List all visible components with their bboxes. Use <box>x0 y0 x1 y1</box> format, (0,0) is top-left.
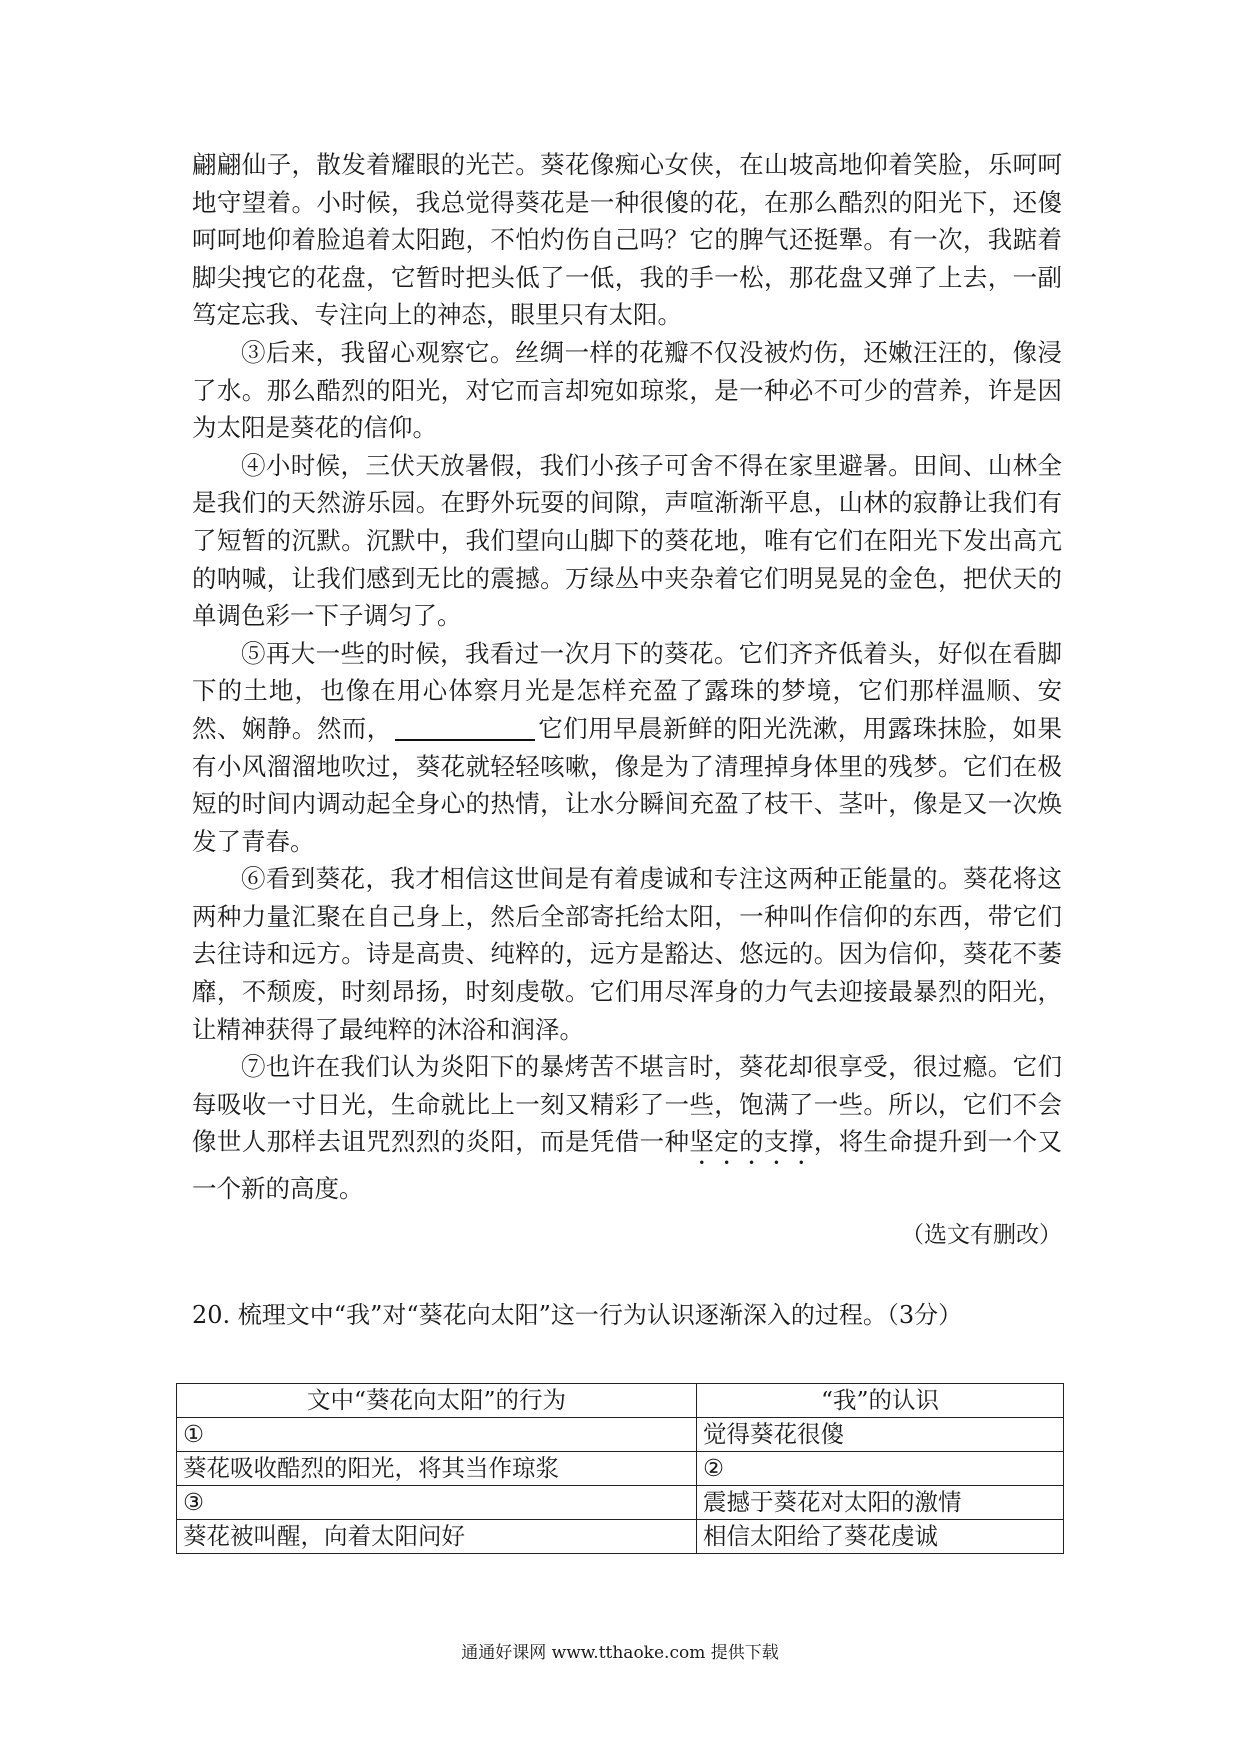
fill-in-blank <box>395 714 535 741</box>
reading-passage <box>192 146 1062 1208</box>
table-cell: ③ <box>177 1486 697 1520</box>
table-cell: 觉得葵花很傻 <box>697 1418 1064 1452</box>
paragraph-4: ④小时候，三伏天放暑假，我们小孩子可舍不得在家里避暑。田间、山林全是我们的天然游乐园。在野外玩耍的间隙，声喧渐渐平息，山林的寂静让我们有了短暂的沉默。沉默中，我们望向山脚下的葵花地，唯有它们在阳光下发出高亢的呐喊，让我们感到无比的震撼。万绿丛中夹杂着它们明晃晃的金色，把伏天的单调色彩一下子调匀了。 <box>192 450 1062 631</box>
answer-table <box>176 1383 1064 1554</box>
table-row <box>177 1418 1064 1452</box>
page-footer: 通通好课网 www.tthaoke.com 提供下载 <box>461 1643 779 1663</box>
question-20: 20. 梳理文中“我”对“葵花向太阳”这一行为认识逐渐深入的过程。（3分） <box>192 1301 963 1329</box>
table-row <box>177 1452 1064 1486</box>
table-cell: 震撼于葵花对太阳的激情 <box>697 1486 1064 1520</box>
paragraph-5-part-1: ⑤再大一些的时候，我看过一次月下的葵花。它们齐齐低着头，好似在看脚下的土地，也像在用心体察月光是怎样充盈了露珠的梦境，它们那样温顺、安然、娴静。然而， <box>192 638 1062 743</box>
table-cell: 葵花被叫醒，向着太阳问好 <box>177 1520 697 1554</box>
emphasized-phrase: 坚定的支撑 <box>689 1127 814 1157</box>
table-header-row <box>177 1384 1064 1418</box>
table-row <box>177 1520 1064 1554</box>
header-behavior: 文中“葵花向太阳”的行为 <box>177 1384 697 1418</box>
paragraph-7-part-1: ⑦也许在我们认为炎阳下的暴烤苦不堪言时，葵花却很享受，很过瘾。它们每吸收一寸日光，生命就比上一刻又精彩了一些，饱满了一些。所以，它们不会像世人那样去诅咒烈烈的炎阳，而是凭借一种 <box>192 1052 1062 1157</box>
table-cell: ① <box>177 1418 697 1452</box>
paragraph-5-part-2: 它们用早晨新鲜的阳光洗漱，用露珠抹脸，如果有小风溜溜地吹过，葵花就轻轻咳嗽，像是为了清理掉身体里的残梦。它们在极短的时间内调动起全身心的热情，让水分瞬间充盈了枝干、茎叶，像是又一次焕发了青春。 <box>192 713 1063 856</box>
table-cell: ② <box>697 1452 1064 1486</box>
paragraph-6: ⑥看到葵花，我才相信这世间是有着虔诚和专注这两种正能量的。葵花将这两种力量汇聚在自己身上，然后全部寄托给太阳，一种叫作信仰的东西，带它们去往诗和远方。诗是高贵、纯粹的，远方是豁达、悠远的。因为信仰，葵花不萎靡，不颓废，时刻昂扬，时刻虔敬。它们用尽浑身的力气去迎接最暴烈的阳光，让精神获得了最纯粹的沐浴和润泽。 <box>192 864 1062 1044</box>
paragraph-2-tail: 翩翩仙子，散发着耀眼的光芒。葵花像痴心女侠，在山坡高地仰着笑脸，乐呵呵地守望着。小时候，我总觉得葵花是一种很傻的花，在那么酷烈的阳光下，还傻呵呵地仰着脸追着太阳跑，不怕灼伤自己吗？它的脾气还挺犟。有一次，我踮着脚尖拽它的花盘，它暂时把头低了一低，我的手一松，那花盘又弹了上去，一副笃定忘我、专注向上的神态，眼里只有太阳。 <box>192 150 1062 330</box>
table-cell: 相信太阳给了葵花虔诚 <box>697 1520 1064 1554</box>
table-cell: 葵花吸收酷烈的阳光，将其当作琼浆 <box>177 1452 697 1486</box>
paragraph-5 <box>192 635 1062 861</box>
table-row <box>177 1486 1064 1520</box>
header-understanding: “我”的认识 <box>697 1384 1064 1418</box>
paragraph-7 <box>192 1048 1062 1208</box>
source-note: （选文有删改） <box>901 1222 1062 1248</box>
paragraph-3: ③后来，我留心观察它。丝绸一样的花瓣不仅没被灼伤，还嫩汪汪的，像浸了水。那么酷烈的阳光，对它而言却宛如琼浆，是一种必不可少的营养，许是因为太阳是葵花的信仰。 <box>192 337 1062 443</box>
paragraph-7-part-2: ，将生命提升到一个又一个新的高度。 <box>192 1127 1063 1204</box>
